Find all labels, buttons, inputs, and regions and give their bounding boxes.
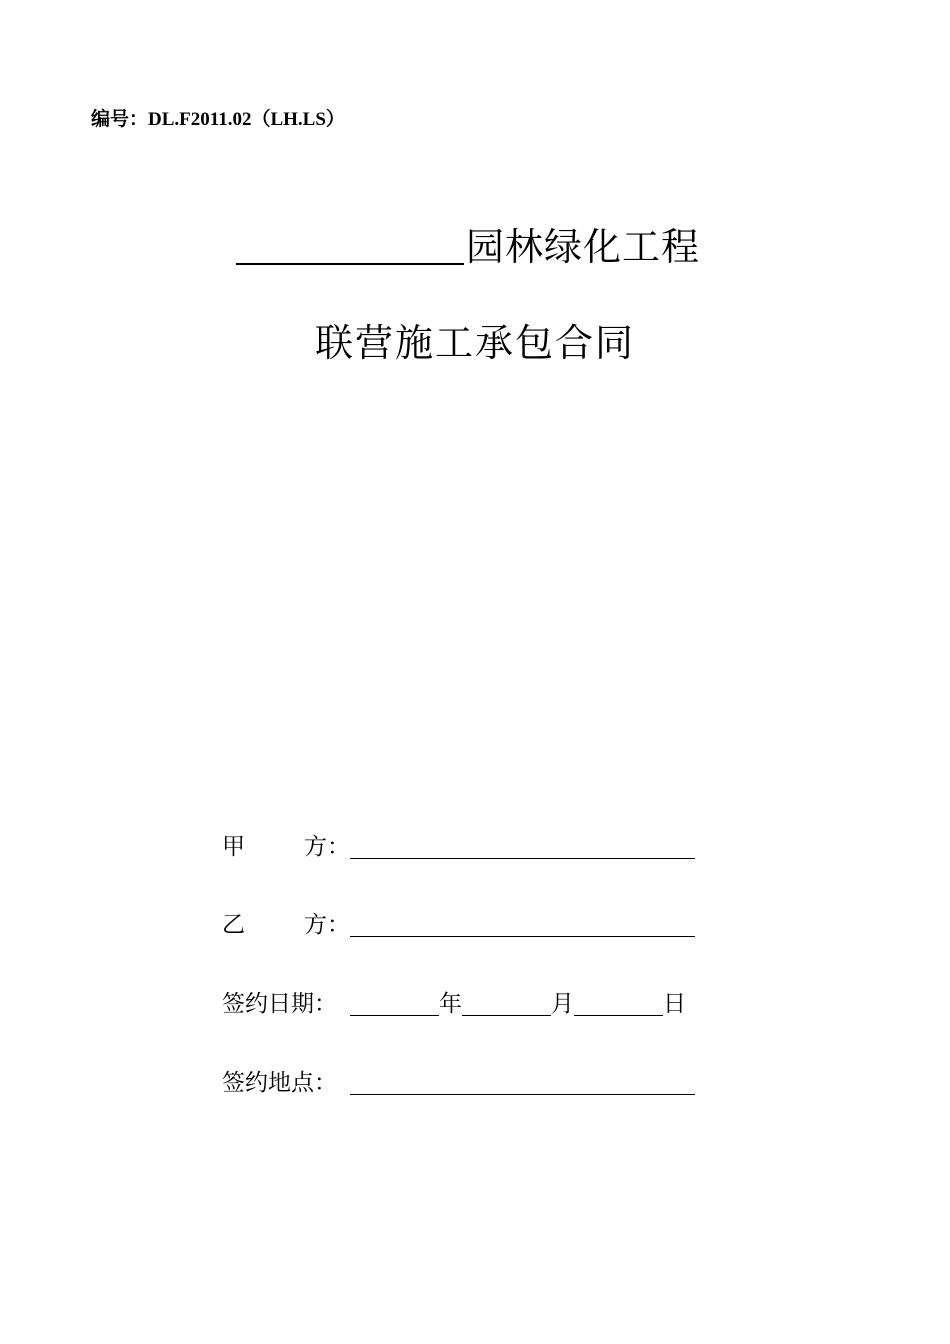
party-a-label-right: 方： [304, 834, 350, 860]
title-line-1-text: 园林绿化工程 [466, 225, 701, 269]
year-label: 年 [439, 991, 462, 1017]
party-a-blank-line [350, 857, 695, 859]
party-a-label [222, 832, 350, 862]
day-label: 日 [663, 991, 686, 1017]
party-b-label [222, 910, 350, 940]
sign-date-label: 签约日期： [222, 991, 337, 1017]
sign-place-row [222, 1068, 695, 1098]
year-blank-line [350, 1014, 439, 1016]
party-a-row [222, 832, 695, 862]
party-a-label-left: 甲 [222, 834, 245, 860]
day-blank-line [574, 1014, 663, 1016]
month-label: 月 [551, 991, 574, 1017]
party-b-blank-line [350, 935, 695, 937]
sign-place-label: 签约地点： [222, 1070, 337, 1096]
sign-date-row [222, 989, 686, 1019]
month-blank-line [462, 1014, 551, 1016]
party-b-row [222, 910, 695, 940]
title-second-line: 联营施工承包合同 [314, 321, 635, 365]
sign-place-blank-line [350, 1093, 695, 1095]
party-b-label-left: 乙 [222, 912, 245, 938]
party-b-label-right: 方： [304, 912, 350, 938]
project-name-blank [236, 263, 464, 265]
title-first-line [236, 222, 700, 272]
document-number: 编号：DL.F2011.02（LH.LS） [91, 109, 345, 130]
